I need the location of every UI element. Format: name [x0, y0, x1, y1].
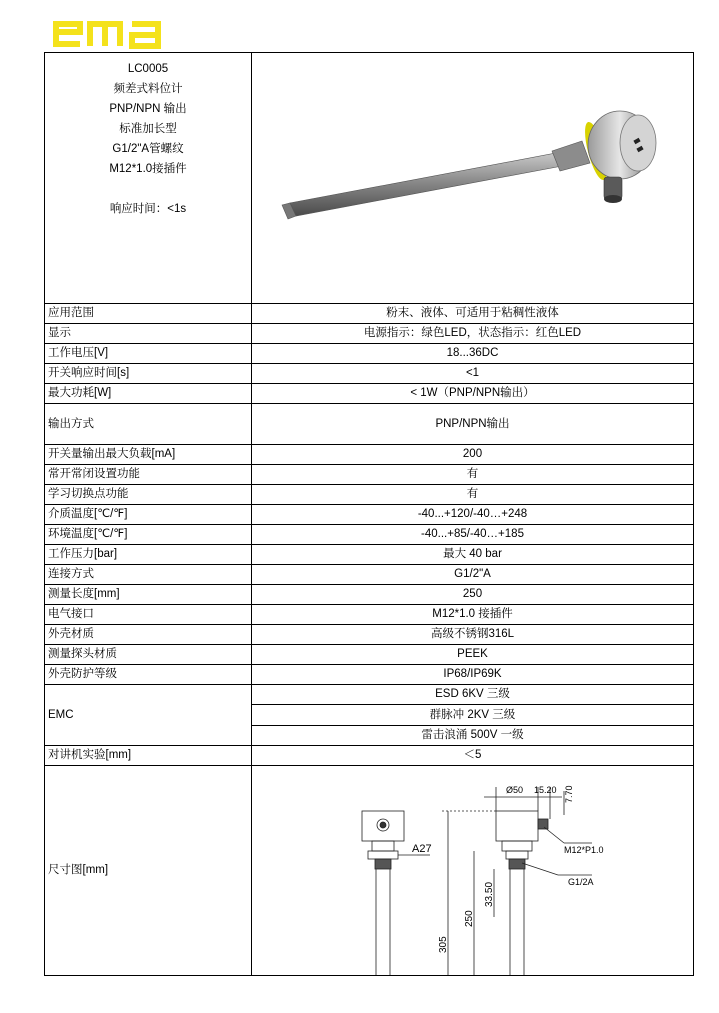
header-row	[45, 53, 694, 304]
emc-row	[45, 685, 694, 705]
spec-label: 应用范围	[45, 304, 252, 324]
spec-value: M12*1.0 接插件	[252, 605, 694, 625]
spec-value: ＜5	[252, 746, 694, 766]
spec-label: 连接方式	[45, 565, 252, 585]
dim-g12: G1/2A	[568, 876, 594, 887]
spec-row	[45, 485, 694, 505]
spec-label: 开关响应时间[s]	[45, 364, 252, 384]
spec-value: -40...+120/-40…+248	[252, 505, 694, 525]
spec-label: 常开常闭设置功能	[45, 465, 252, 485]
spec-label: 最大功耗[W]	[45, 384, 252, 404]
spec-label: 介质温度[℃/℉]	[45, 505, 252, 525]
spec-value: 18...36DC	[252, 344, 694, 364]
spec-label: 测量探头材质	[45, 645, 252, 665]
spec-value: PNP/NPN输出	[252, 404, 694, 445]
spec-row	[45, 505, 694, 525]
dim-a27: A27	[412, 842, 432, 855]
spec-label: 外壳材质	[45, 625, 252, 645]
product-type: 频差式料位计	[113, 83, 183, 95]
spec-row	[45, 545, 694, 565]
emc-label: EMC	[45, 685, 252, 746]
spec-value: 有	[252, 485, 694, 505]
dimension-label: 尺寸图[mm]	[45, 766, 252, 976]
spec-row	[45, 304, 694, 324]
spec-row	[45, 746, 694, 766]
spec-row	[45, 565, 694, 585]
spec-value: < 1W（PNP/NPN输出）	[252, 384, 694, 404]
spec-label: 显示	[45, 324, 252, 344]
dim-d3350: 33.50	[484, 881, 495, 907]
spec-label: 对讲机实验[mm]	[45, 746, 252, 766]
spec-label: 学习切换点功能	[45, 485, 252, 505]
spec-row	[45, 404, 694, 445]
thread-type: G1/2"A管螺纹	[112, 143, 184, 155]
dim-m12: M12*P1.0	[564, 844, 604, 855]
spec-row	[45, 665, 694, 685]
spec-value: -40...+85/-40…+185	[252, 525, 694, 545]
spec-value: 粉末、液体、可适用于粘稠性液体	[252, 304, 694, 324]
spec-row	[45, 645, 694, 665]
variant: 标准加长型	[119, 123, 177, 135]
dim-d50: Ø50	[506, 784, 524, 795]
spec-row	[45, 364, 694, 384]
spec-label: 工作压力[bar]	[45, 545, 252, 565]
spec-table	[44, 52, 694, 976]
spec-row	[45, 625, 694, 645]
model-code: LC0005	[127, 63, 169, 75]
response-time: 响应时间：<1s	[109, 203, 187, 215]
spec-row	[45, 605, 694, 625]
spec-value: <1	[252, 364, 694, 384]
spec-value: 有	[252, 465, 694, 485]
dim-d250: 250	[464, 909, 475, 927]
spec-row	[45, 585, 694, 605]
emc-surge: 雷击浪涌 500V 一级	[252, 726, 694, 746]
dimension-drawing	[252, 767, 692, 975]
spec-value: 200	[252, 445, 694, 465]
dim-d770: 7.70	[564, 784, 574, 803]
spec-label: 开关量输出最大负载[mA]	[45, 445, 252, 465]
spec-value: 高级不锈钢316L	[252, 625, 694, 645]
product-image	[252, 53, 692, 299]
output-type: PNP/NPN 输出	[109, 103, 187, 115]
spec-row	[45, 324, 694, 344]
spec-row	[45, 465, 694, 485]
emc-burst: 群脉冲 2KV 三级	[252, 705, 694, 726]
product-title-cell	[45, 53, 252, 304]
connector-type: M12*1.0接插件	[109, 163, 187, 175]
spec-row	[45, 445, 694, 465]
spec-label: 环境温度[℃/℉]	[45, 525, 252, 545]
spec-row	[45, 344, 694, 364]
spec-label: 工作电压[V]	[45, 344, 252, 364]
spec-value: G1/2"A	[252, 565, 694, 585]
spec-label: 测量长度[mm]	[45, 585, 252, 605]
spec-row	[45, 525, 694, 545]
dim-d1520: 15.20	[534, 784, 557, 795]
emc-esd: ESD 6KV 三级	[252, 685, 694, 705]
spec-value: IP68/IP69K	[252, 665, 694, 685]
dimension-row	[45, 766, 694, 976]
spec-value: 最大 40 bar	[252, 545, 694, 565]
spec-value: PEEK	[252, 645, 694, 665]
dimension-drawing-cell	[252, 766, 694, 976]
dim-d305: 305	[438, 935, 449, 953]
spec-value: 电源指示：绿色LED，状态指示：红色LED	[252, 324, 694, 344]
product-image-cell	[252, 53, 694, 304]
spec-label: 外壳防护等级	[45, 665, 252, 685]
spec-label: 输出方式	[45, 404, 252, 445]
spec-row	[45, 384, 694, 404]
ema-logo	[50, 14, 180, 50]
spec-label: 电气接口	[45, 605, 252, 625]
spec-value: 250	[252, 585, 694, 605]
